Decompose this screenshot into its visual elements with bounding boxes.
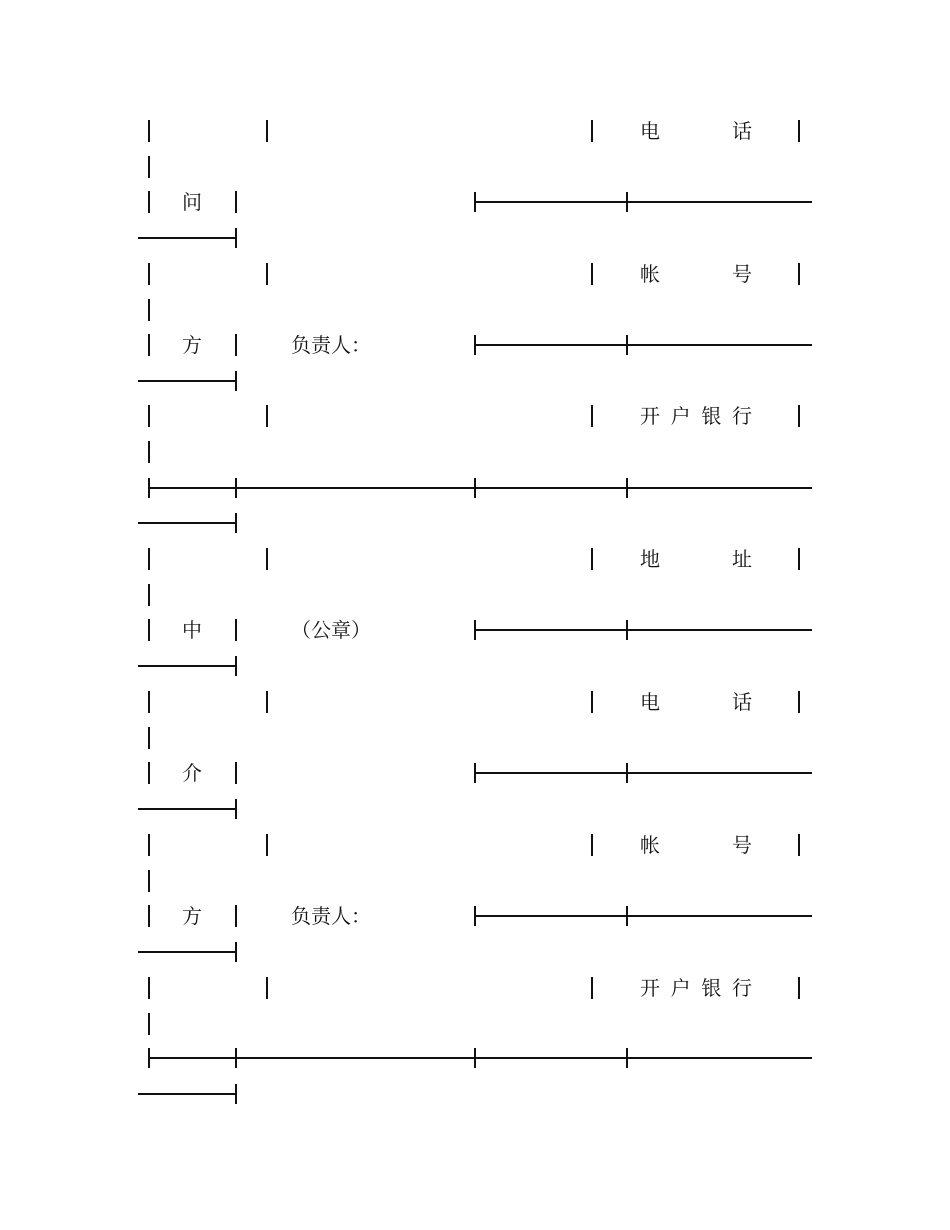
party-char: 中 <box>182 618 202 642</box>
label-char: 话 <box>732 119 752 143</box>
rule <box>138 951 236 953</box>
party-char: 介 <box>182 761 202 785</box>
rule <box>149 1057 812 1059</box>
table-border <box>591 405 593 427</box>
table-border <box>148 619 150 641</box>
label-char: 开 <box>640 404 660 428</box>
table-border <box>235 191 237 213</box>
table-border <box>148 405 150 427</box>
table-border <box>235 478 237 498</box>
responsible-label: 负责人： <box>291 904 371 928</box>
label-char: 帐 <box>640 833 660 857</box>
table-border <box>235 905 237 927</box>
table-border <box>266 977 268 999</box>
table-border <box>148 691 150 713</box>
table-border <box>148 977 150 999</box>
table-border <box>591 120 593 142</box>
table-border <box>235 799 237 819</box>
table-border <box>591 834 593 856</box>
table-border <box>626 763 628 783</box>
table-border <box>148 727 150 749</box>
label-char: 银 <box>701 976 722 1000</box>
table-border <box>626 478 628 498</box>
table-border <box>148 156 150 178</box>
table-border <box>148 120 150 142</box>
table-border <box>235 762 237 784</box>
table-border <box>626 906 628 926</box>
rule <box>475 201 812 203</box>
table-border <box>148 584 150 606</box>
label-phone <box>640 691 752 713</box>
table-border <box>798 834 800 856</box>
rule <box>475 915 812 917</box>
table-border <box>266 834 268 856</box>
party-char: 方 <box>182 904 202 928</box>
rule <box>475 772 812 774</box>
label-bank <box>640 405 752 427</box>
table-border <box>626 335 628 355</box>
table-border <box>148 263 150 285</box>
table-border <box>235 334 237 356</box>
label-char: 户 <box>670 976 691 1000</box>
table-border <box>148 441 150 463</box>
table-border <box>266 548 268 570</box>
table-border <box>148 870 150 892</box>
rule <box>475 344 812 346</box>
table-border <box>626 192 628 212</box>
label-char: 地 <box>640 547 660 571</box>
party-char: 问 <box>182 190 202 214</box>
table-border <box>235 1048 237 1068</box>
rule <box>138 522 236 524</box>
table-border <box>798 120 800 142</box>
label-char: 开 <box>640 976 660 1000</box>
table-border <box>626 620 628 640</box>
table-border <box>626 1048 628 1068</box>
table-border <box>148 834 150 856</box>
table-border <box>474 1048 476 1068</box>
table-border <box>591 977 593 999</box>
label-char: 号 <box>732 262 752 286</box>
table-border <box>591 548 593 570</box>
rule <box>138 237 236 239</box>
table-border <box>798 977 800 999</box>
rule <box>138 665 236 667</box>
table-border <box>235 656 237 676</box>
table-border <box>148 191 150 213</box>
label-account <box>640 834 752 856</box>
table-border <box>266 263 268 285</box>
table-border <box>266 691 268 713</box>
table-border <box>235 942 237 962</box>
table-border <box>591 263 593 285</box>
table-border <box>266 405 268 427</box>
label-account <box>640 263 752 285</box>
table-border <box>148 905 150 927</box>
label-char: 户 <box>670 404 691 428</box>
label-char: 行 <box>731 976 752 1000</box>
label-char: 号 <box>732 833 752 857</box>
rule <box>149 487 812 489</box>
table-border <box>148 762 150 784</box>
table-border <box>148 299 150 321</box>
table-border <box>798 405 800 427</box>
label-address <box>640 548 752 570</box>
table-border <box>474 478 476 498</box>
seal-label: （公章） <box>291 618 371 642</box>
table-border <box>266 120 268 142</box>
rule <box>138 380 236 382</box>
table-border <box>591 691 593 713</box>
table-border <box>148 548 150 570</box>
table-border <box>148 334 150 356</box>
table-border <box>235 513 237 533</box>
table-border <box>148 1013 150 1035</box>
label-char: 址 <box>732 547 752 571</box>
label-char: 行 <box>731 404 752 428</box>
table-border <box>798 691 800 713</box>
table-border <box>235 1084 237 1104</box>
table-border <box>235 371 237 391</box>
table-border <box>235 228 237 248</box>
label-char: 电 <box>640 119 660 143</box>
table-border <box>798 263 800 285</box>
label-char: 电 <box>640 690 660 714</box>
label-char: 话 <box>732 690 752 714</box>
label-phone <box>640 120 752 142</box>
rule <box>138 808 236 810</box>
rule <box>475 629 812 631</box>
table-border <box>235 619 237 641</box>
table-border <box>798 548 800 570</box>
rule <box>138 1093 236 1095</box>
label-bank <box>640 977 752 999</box>
party-char: 方 <box>182 333 202 357</box>
responsible-label: 负责人： <box>291 333 371 357</box>
label-char: 银 <box>701 404 722 428</box>
label-char: 帐 <box>640 262 660 286</box>
